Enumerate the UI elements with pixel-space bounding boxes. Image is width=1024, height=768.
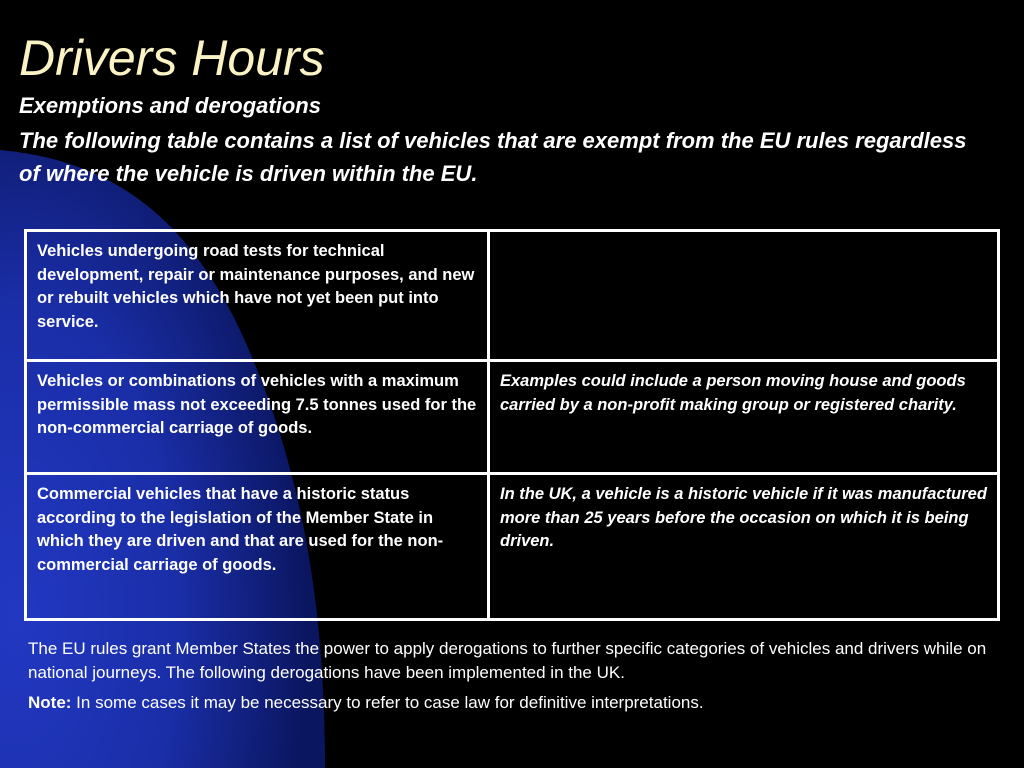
intro-text: The following table contains a list of vehicles that are exempt from the EU rules regardless of where the vehicle is driven within the EU.: [19, 128, 967, 186]
vehicle-cell: Vehicles undergoing road tests for technical development, repair or maintenance purposes, and new or rebuilt vehicles which have not yet been put into service.: [26, 231, 489, 361]
exemptions-table: [24, 229, 1000, 621]
note-paragraph: [28, 691, 998, 715]
note-cell: Examples could include a person moving house and goods carried by a non-profit making group or registered charity.: [489, 361, 999, 474]
slide-subtitle: Exemptions and derogations: [19, 93, 321, 118]
vehicle-cell: Commercial vehicles that have a historic status according to the legislation of the Member State in which they are driven and that are used for the non-commercial carriage of goods.: [26, 474, 489, 620]
table-row: [26, 231, 999, 361]
table-row: [26, 361, 999, 474]
table-row: [26, 474, 999, 620]
footer-text: [28, 637, 998, 715]
note-text: In some cases it may be necessary to refer to case law for definitive interpretations.: [71, 693, 704, 712]
note-cell: [489, 231, 999, 361]
vehicle-cell: Vehicles or combinations of vehicles with a maximum permissible mass not exceeding 7.5 tonnes used for the non-commercial carriage of goods.: [26, 361, 489, 474]
slide-title: Drivers Hours: [19, 30, 325, 86]
note-cell: In the UK, a vehicle is a historic vehicle if it was manufactured more than 25 years before the occasion on which it is being driven.: [489, 474, 999, 620]
derogations-paragraph: The EU rules grant Member States the power to apply derogations to further specific categories of vehicles and drivers while on national journeys. The following derogations have been implemented in the UK.: [28, 639, 987, 682]
note-label: Note:: [28, 693, 72, 712]
